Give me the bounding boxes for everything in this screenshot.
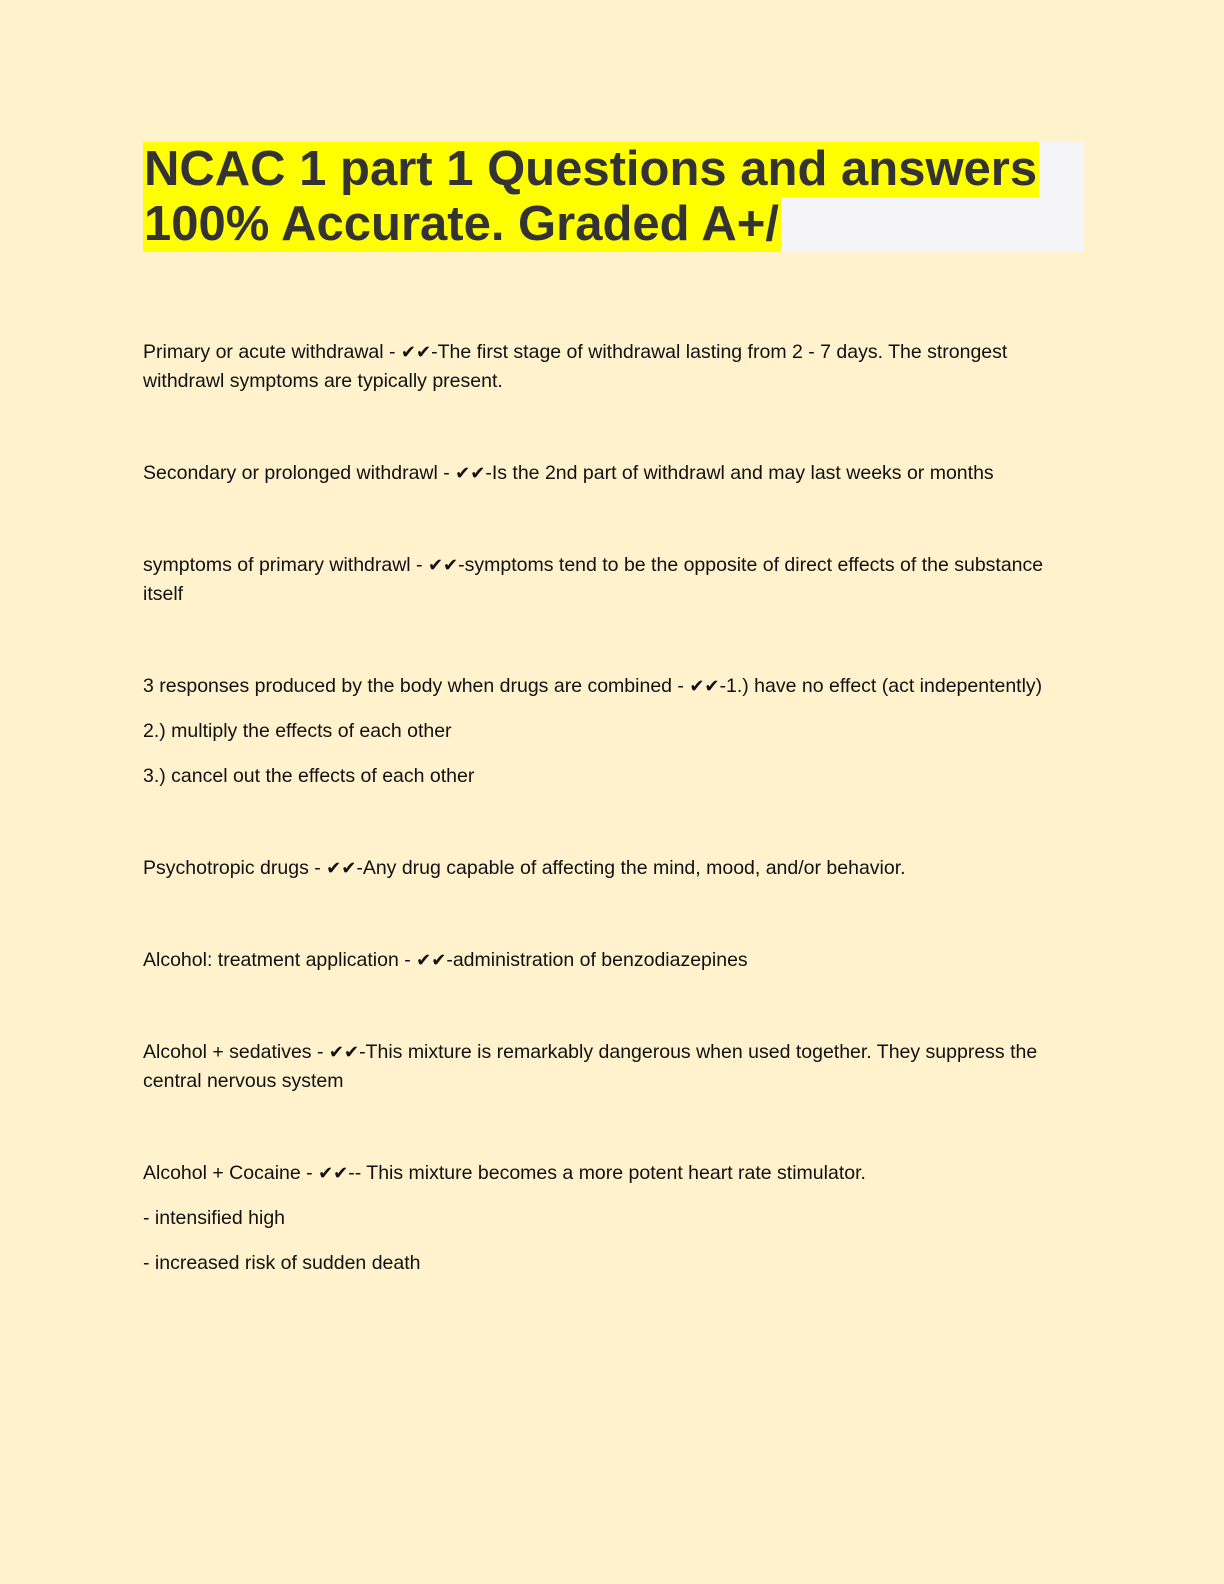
double-check-icon: ✔✔	[400, 342, 432, 363]
qa-list	[143, 338, 1083, 1278]
entry-term: 3 responses produced by the body when drugs are combined -	[143, 675, 690, 697]
double-check-icon: ✔✔	[318, 1163, 349, 1184]
entry-definition: -The first stage of withdrawal lasting from 2 - 7 days. The strongest withdrawl symptoms are typically present.	[143, 341, 1008, 392]
double-check-icon: ✔✔	[689, 676, 720, 697]
qa-entry	[143, 338, 1083, 396]
double-check-icon: ✔✔	[326, 858, 357, 879]
qa-entry	[143, 672, 1083, 791]
qa-entry	[143, 1038, 1083, 1096]
entry-definition: -Is the 2nd part of withdrawl and may last weeks or months	[485, 462, 994, 484]
entry-term: Secondary or prolonged withdrawl -	[143, 462, 456, 484]
entry-term: symptoms of primary withdrawl -	[143, 554, 428, 576]
entry-subline: 3.) cancel out the effects of each other	[143, 765, 475, 787]
title-line-2: 100% Accurate. Graded A+/	[144, 197, 780, 251]
entry-subline: - intensified high	[143, 1207, 286, 1229]
entry-definition: -symptoms tend to be the opposite of direct effects of the substance itself	[143, 554, 1044, 605]
entry-term: Psychotropic drugs -	[143, 857, 327, 879]
entry-subline: 2.) multiply the effects of each other	[143, 720, 452, 742]
qa-entry	[143, 551, 1083, 609]
entry-term: Alcohol + sedatives -	[143, 1041, 329, 1063]
double-check-icon: ✔✔	[455, 463, 486, 484]
double-check-icon: ✔✔	[328, 1042, 360, 1063]
entry-definition: -Any drug capable of affecting the mind, mood, and/or behavior.	[356, 857, 906, 879]
document-title	[143, 142, 1083, 252]
qa-entry	[143, 459, 1083, 488]
entry-definition: -1.) have no effect (act indepentently)	[719, 675, 1043, 697]
entry-definition: -This mixture is remarkably dangerous when used together. They suppress the central nervous system	[143, 1041, 1038, 1092]
entry-subline: - increased risk of sudden death	[143, 1252, 421, 1274]
qa-entry	[143, 946, 1083, 975]
qa-entry	[143, 854, 1083, 883]
title-line-1: NCAC 1 part 1 Questions and answers	[144, 142, 1038, 196]
entry-term: Alcohol + Cocaine -	[143, 1162, 319, 1184]
entry-term: Alcohol: treatment application -	[143, 949, 417, 971]
double-check-icon: ✔✔	[427, 555, 459, 576]
double-check-icon: ✔✔	[416, 950, 447, 971]
entry-definition: -- This mixture becomes a more potent heart rate stimulator.	[348, 1162, 866, 1184]
entry-definition: -administration of benzodiazepines	[446, 949, 748, 971]
qa-entry	[143, 1159, 1083, 1278]
entry-term: Primary or acute withdrawal -	[143, 341, 401, 363]
